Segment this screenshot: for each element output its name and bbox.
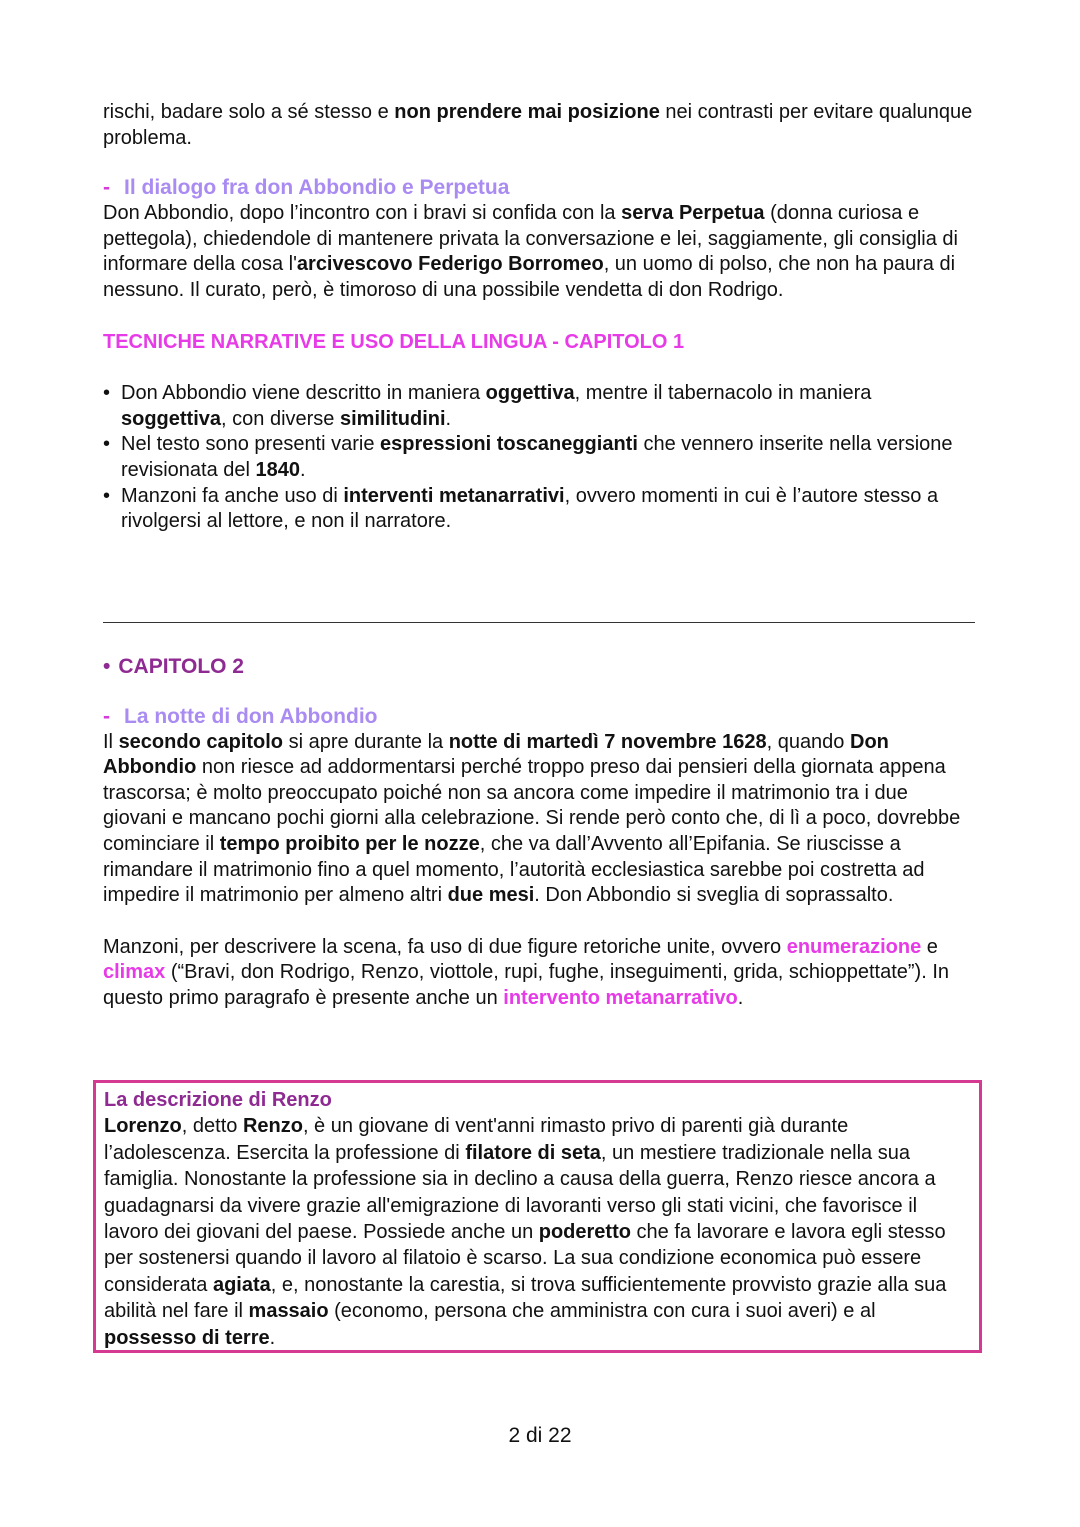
list-item: • Don Abbondio viene descritto in maniera oggettiva, mentre il tabernacolo in maniera soggettiva, con diverse similitudini. (103, 381, 975, 432)
bullet-marker: • (103, 655, 111, 678)
dash-marker: - (103, 704, 110, 728)
dialogo-heading: - Il dialogo fra don Abbondio e Perpetua (103, 176, 510, 200)
box-paragraph: Lorenzo, detto Renzo, è un giovane di vent'anni rimasto privo di parenti già durante l’adolescenza. Esercita la professione di filatore di seta, un mestiere tradizionale nella sua famiglia. Nonostante la professione sia in declino a causa della guerra, Renzo riesce ancora a guadagnarsi da vivere grazie all'emigrazione di lavoranti verso gli stati vicini, che favorisce il lavoro dei giovani del paese. Possiede anche un poderetto che fa lavorare e lavora egli stesso per sostenersi quando il lavoro al filatoio è scarso. La sua condizione economica può essere considerata agiata, e, nonostante la carestia, si trova sufficientemente provvisto grazie alla sua abilità nel fare il massaio (economo, persona che amministra con cura i suoi averi) e al possesso di terre. (104, 1115, 947, 1349)
dash-marker: - (103, 176, 110, 200)
list-item: • Manzoni fa anche uso di interventi metanarrativi, ovvero momenti in cui è l’autore stesso a rivolgersi al lettore, e non il narratore. (103, 484, 975, 535)
page-content (103, 100, 975, 535)
tecniche-title: TECNICHE NARRATIVE E USO DELLA LINGUA - CAPITOLO 1 (103, 330, 685, 353)
list-item: • Nel testo sono presenti varie espressioni toscaneggianti che vennero inserite nella versione revisionata del 1840. (103, 432, 975, 483)
renzo-description-box (93, 1080, 982, 1353)
dialogo-paragraph: Don Abbondio, dopo l’incontro con i bravi si confida con la serva Perpetua (donna curiosa e pettegola), chiedendole di mantenere privata la conversazione e lei, saggiamente, gli consiglia di informare della cosa l'arcivescovo Federigo Borromeo, un uomo di polso, che non ha paura di nessuno. Il curato, però, è timoroso di una possibile vendetta di don Rodrigo. (103, 202, 958, 301)
section-divider (103, 622, 975, 623)
capitolo2-content (103, 654, 975, 1012)
notte-heading: - La notte di don Abbondio (103, 704, 378, 728)
box-title: La descrizione di Renzo (104, 1089, 332, 1111)
page-number: 2 di 22 (508, 1424, 572, 1447)
chapter-title: • CAPITOLO 2 (103, 655, 244, 678)
notte-paragraph: Il secondo capitolo si apre durante la notte di martedì 7 novembre 1628, quando Don Abbondio non riesce ad addormentarsi perché troppo preso dai pensieri della giornata appena trascorsa; è molto preoccupato poiché non sa ancora come impedire il matrimonio tra i due giovani e mancano pochi giorni alla celebrazione. Si rende però conto che, di lì a poco, dovrebbe cominciare il tempo proibito per le nozze, che va dall’Avvento all’Epifania. Se riuscisse a rimandare il matrimonio fino a quel momento, l’autorità ecclesiastica sarebbe poi costretta ad impedire il matrimonio per almeno altri due mesi. Don Abbondio si sveglia di soprassalto. (103, 730, 961, 907)
intro-paragraph: rischi, badare solo a sé stesso e non prendere mai posizione nei contrasti per evitare qualunque problema. (103, 101, 973, 149)
figure-retoriche-paragraph: Manzoni, per descrivere la scena, fa uso di due figure retoriche unite, ovvero enumerazione e climax (“Bravi, don Rodrigo, Renzo, viottole, rupi, fughe, inseguimenti, grida, schioppettate”). In questo primo paragrafo è presente anche un intervento metanarrativo. (103, 935, 950, 1009)
tecniche-list (103, 381, 975, 535)
